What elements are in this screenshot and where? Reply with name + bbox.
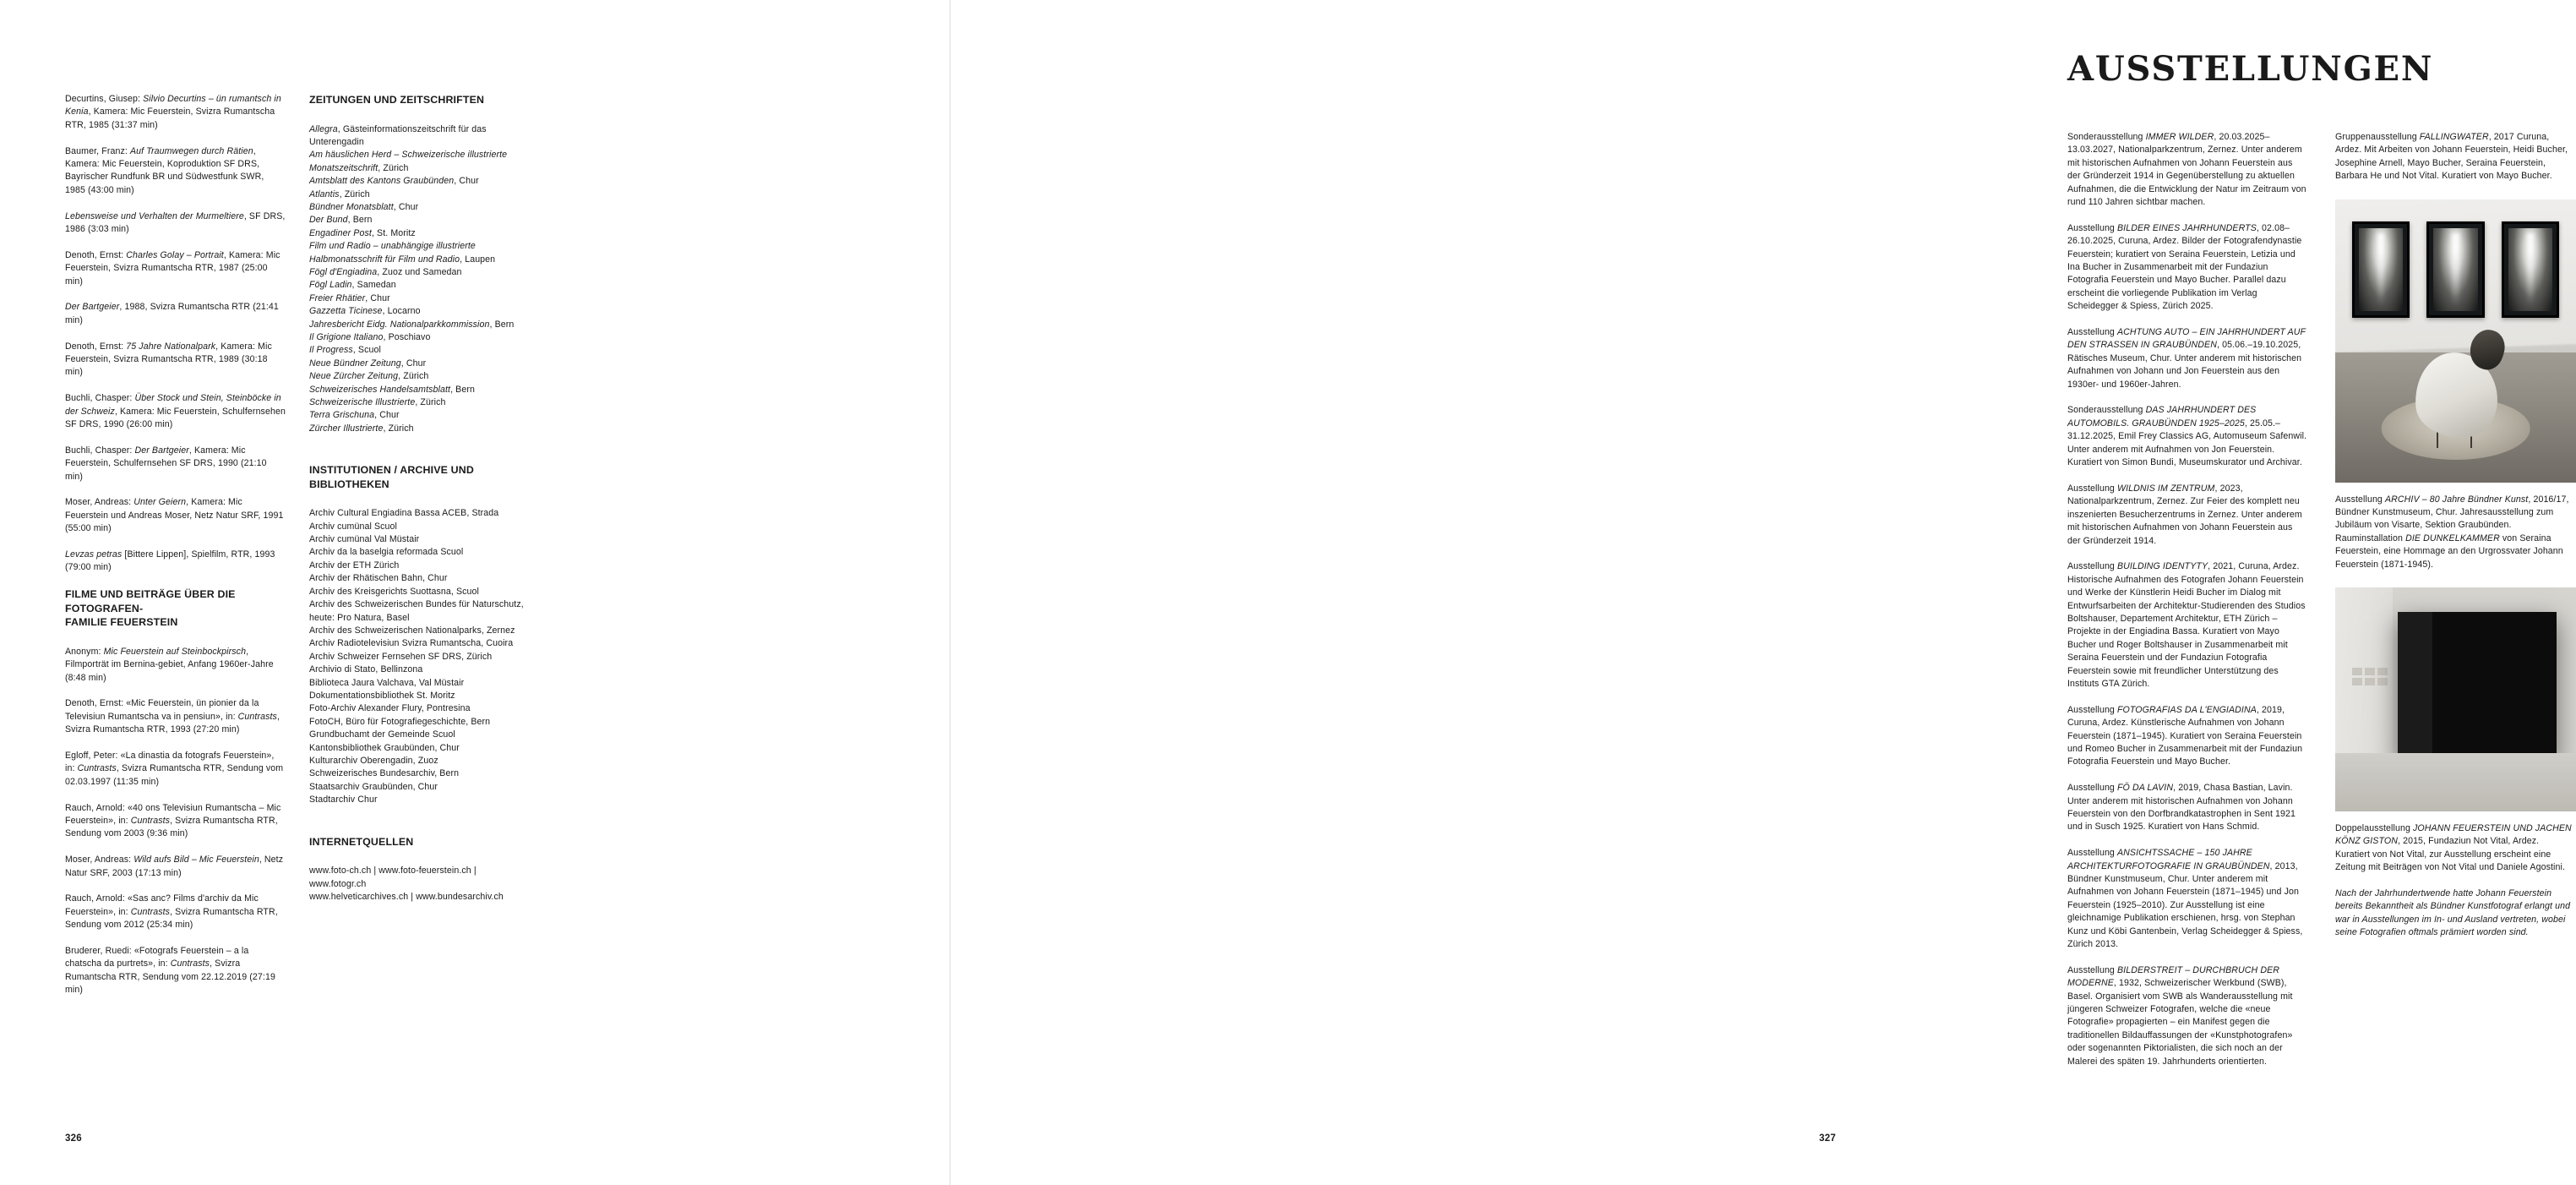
filmography-entry: Levzas petras [Bittere Lippen], Spielfilm, RTR, 1993 (79:00 min) bbox=[65, 549, 275, 573]
exhibition-entry: Ausstellung BILDERSTREIT – DURCHBRUCH DER MODERNE, 1932, Schweizerischer Werkbund (SWB), Basel. Organisiert vom SWB als Wanderausstellung mit jüngeren Schweizer Fotografen, welche die «neue Fotografie» propagierten – ein Manifest gegen die traditionellen Bildauffassungen der «Kunstphotografen» oder sogenannten Piktorialisten, die sich noch an der Malerei des späten 19. Jahrhunderts orientierten. bbox=[2067, 964, 2293, 1067]
exhibitions-list bbox=[2067, 131, 2308, 1068]
newspaper-entry: Am häuslichen Herd – Schweizerische illustrierte Monatszeitschrift, Zürich bbox=[309, 150, 508, 173]
framed-photo-left bbox=[2352, 221, 2410, 318]
institution-entry: Dokumentationsbibliothek St. Moritz bbox=[309, 690, 455, 701]
exhibition-triptych-photo bbox=[2335, 199, 2576, 483]
newspaper-entry: Film und Radio – unabhängige illustrierte Halbmonatsschrift für Film und Radio, Laupen bbox=[309, 241, 496, 265]
newspaper-entry: Schweizerische Illustrierte, Zürich bbox=[309, 397, 446, 408]
internet-source-entry: www.foto-ch.ch | www.foto-feuerstein.ch | www.fotogr.ch bbox=[309, 866, 477, 889]
institutions-archives-list bbox=[309, 507, 531, 806]
wall-photo-grid bbox=[2352, 668, 2388, 685]
closing-note: Nach der Jahrhundertwende hatte Johann Feuerstein bereits Bekanntheit als Bündner Kunstfotograf erlangt und war in Ausstellungen im In- und Ausland vertreten, wobei seine Fotografien oftmals prämiert worden sind. bbox=[2335, 888, 2571, 938]
left-column-two bbox=[309, 93, 531, 904]
institution-entry: Biblioteca Jaura Valchava, Val Müstair bbox=[309, 677, 465, 688]
exhibition-entry: Ausstellung FÖ DA LAVIN, 2019, Chasa Bastian, Lavin. Unter anderem mit historischen Aufnahmen von Johann Feuerstein von den Dorfbrandkatastrophen in Sent 1921 und in Susch 1925. Kuratiert von Hans Schmid. bbox=[2067, 783, 2296, 833]
institution-entry: Kulturarchiv Oberengadin, Zuoz bbox=[309, 755, 438, 766]
filmography-entry: Lebensweise und Verhalten der Murmeltiere, SF DRS, 1986 (3:03 min) bbox=[65, 210, 286, 235]
newspaper-entry: Jahresbericht Eidg. Nationalparkkommission, Bern bbox=[309, 319, 515, 330]
exhibition-entry: Ausstellung BILDER EINES JAHRHUNDERTS, 02.08–26.10.2025, Curuna, Ardez. Bilder der Fotografendynastie Feuerstein; kuratiert von Seraina Feuerstein, Letizia und Ina Bucher in Zusammenarbeit mit der Fundaziun Fotografia Feuerstein und Mayo Bucher. Parallel dazu erscheint die vorliegende Publikation im Verlag Scheidegger & Spiess, Zürich 2025. bbox=[2067, 222, 2302, 312]
framed-photo-left-image bbox=[2359, 228, 2403, 311]
institution-entry: Archiv cumünal Scuol bbox=[309, 521, 397, 532]
grid-cell bbox=[2352, 668, 2362, 675]
section-heading-zeitungen: ZEITUNGEN UND ZEITSCHRIFTEN bbox=[309, 94, 485, 106]
black-cube bbox=[2398, 612, 2557, 760]
newspaper-entry: Der Bund, Bern bbox=[309, 215, 373, 226]
film-about-family-entry: Denoth, Ernst: «Mic Feuerstein, ün pionier da la Televisiun Rumantscha va in pensiun», in: Cuntrasts, Svizra Rumantscha RTR, 1993 (27:20 min) bbox=[65, 698, 280, 735]
exhibition-entry: Ausstellung ANSICHTSSACHE – 150 JAHRE ARCHITEKTURFOTOGRAFIE IN GRAUBÜNDEN, 2013, Bündner Kunstmuseum, Chur. Unter anderem mit Aufnahmen von Johann Feuerstein (1871–1945) und Jon Feuerstein (1925–2010). Zur Ausstellung ist eine gleichnamige Publikation erschienen, hrsg. von Stephan Kunz und Köbi Gantenbein, Verlag Scheidegger & Spiess, Zürich 2013. bbox=[2067, 848, 2303, 950]
installation-room bbox=[2335, 587, 2576, 811]
grid-cell bbox=[2352, 678, 2362, 685]
exhibition-entry: Ausstellung WILDNIS IM ZENTRUM, 2023, Nationalparkzentrum, Zernez. Zur Feier des komplett neu inszenierten Besucherzentrums in Zernez. Unter anderem mit historischen Aufnahmen von Johann Feuerstein aus der Gründerzeit 1914. bbox=[2067, 483, 2302, 546]
framed-photo-center-image bbox=[2433, 228, 2477, 311]
exhibition-entry: Sonderausstellung IMMER WILDER, 20.03.2025–13.03.2027, Nationalparkzentrum, Zernez. Unter anderem mit historischen Aufnahmen von Johann Feuerstein aus der Gründerzeit 1914 in Gegenüberstellung zu aktuellen Aufnahmen, die die Entwicklung der Natur im Zeitraum von rund 110 Jahren sichtbar machen. bbox=[2067, 132, 2306, 208]
section-heading-internetquellen: INTERNETQUELLEN bbox=[309, 835, 414, 848]
institution-entry: Archiv Radiotelevisiun Svizra Rumantscha, Cuoira bbox=[309, 638, 514, 649]
room-floor bbox=[2335, 753, 2576, 811]
newspaper-entry: Amtsblatt des Kantons Graubünden, Chur bbox=[309, 176, 479, 187]
institution-entry: Archiv der Rhätischen Bahn, Chur bbox=[309, 573, 448, 584]
institution-entry: Kantonsbibliothek Graubünden, Chur bbox=[309, 742, 460, 753]
newspaper-entry: Allegra, Gästeinformationszeitschrift für das Unterengadin bbox=[309, 123, 487, 147]
institution-entry: FotoCH, Büro für Fotografiegeschichte, Bern bbox=[309, 716, 491, 727]
film-about-family-entry: Anonym: Mic Feuerstein auf Steinbockpirsch, Filmporträt im Bernina-gebiet, Anfang 1960er-Jahre (8:48 min) bbox=[65, 646, 274, 683]
filmography-entry: Baumer, Franz: Auf Traumwegen durch Rätien, Kamera: Mic Feuerstein, Koproduktion SF DRS, Bayrischer Rundfunk BR und Südwestfunk SWR, 1985 (43:00 min) bbox=[65, 145, 264, 195]
newspaper-entry: Fögl Ladin, Samedan bbox=[309, 280, 396, 291]
institution-entry: Archiv der ETH Zürich bbox=[309, 560, 400, 571]
left-page bbox=[0, 0, 950, 1185]
page-number-left: 326 bbox=[65, 1133, 82, 1144]
newspaper-entry: Terra Grischuna, Chur bbox=[309, 410, 400, 421]
grid-cell bbox=[2365, 668, 2375, 675]
internet-sources-list bbox=[309, 865, 531, 904]
exhibition-entry: Sonderausstellung DAS JAHRHUNDERT DES AUTOMOBILS. GRAUBÜNDEN 1925–2025, 25.05.–31.12.2025, Emil Frey Classics AG, Automuseum Safenwil. Unter anderem mit Aufnahmen von Jon Feuerstein. Kuratiert von Simon Bundi, Museumskurator und Archivar. bbox=[2067, 405, 2307, 468]
page-number-right: 327 bbox=[1819, 1133, 1836, 1144]
exhibition-fallingwater-entry: Gruppenausstellung FALLINGWATER, 2017 Curuna, Ardez. Mit Arbeiten von Johann Feuerstein, Heidi Bucher, Josephine Arnell, Mayo Bucher, Seraina Feuerstein, Barbara He und Not Vital. Kuratiert von Mayo Bucher. bbox=[2335, 132, 2568, 182]
institution-entry: Archivio di Stato, Bellinzona bbox=[309, 664, 423, 675]
exhibition-archiv-caption: Ausstellung ARCHIV – 80 Jahre Bündner Kunst, 2016/17, Bündner Kunstmuseum, Chur. Jahresausstellung zum Jubiläum von Visarte, Sektion Graubünden. Rauminstallation DIE DUNKELKAMMER von Seraina Feuerstein, eine Hommage an den Urgrossvater Johann Feuerstein (1871-1945). bbox=[2335, 494, 2569, 570]
newspaper-entry: Gazzetta Ticinese, Locarno bbox=[309, 306, 421, 317]
waterfall-streak bbox=[2377, 233, 2384, 306]
filmography-entry: Buchli, Chasper: Über Stock und Stein, Steinböcke in der Schweiz, Kamera: Mic Feuerstein, Schulfernsehen SF DRS, 1990 (26:00 min) bbox=[65, 393, 286, 430]
institution-entry: Schweizerisches Bundesarchiv, Bern bbox=[309, 768, 460, 779]
institution-entry: Grundbuchamt der Gemeinde Scuol bbox=[309, 729, 455, 740]
institution-entry: Foto-Archiv Alexander Flury, Pontresina bbox=[309, 703, 471, 714]
right-column-one bbox=[2067, 131, 2308, 1082]
left-column-one bbox=[65, 93, 286, 1010]
newspaper-entry: Bündner Monatsblatt, Chur bbox=[309, 201, 419, 212]
filmography-entry: Decurtins, Giusep: Silvio Decurtins – ün rumantsch in Kenia, Kamera: Mic Feuerstein, Svizra Rumantscha RTR, 1985 (31:37 min) bbox=[65, 94, 281, 130]
filmography-entry: Denoth, Ernst: 75 Jahre Nationalpark, Kamera: Mic Feuerstein, Svizra Rumantscha RTR, 1989 (30:18 min) bbox=[65, 341, 272, 378]
filmography-entry: Der Bartgeier, 1988, Svizra Rumantscha RTR (21:41 min) bbox=[65, 302, 279, 325]
framed-photo-center bbox=[2426, 221, 2484, 318]
film-about-family-entry: Egloff, Peter: «La dinastia da fotografs Feuerstein», in: Cuntrasts, Svizra Rumantscha RTR, Sendung vom 02.03.1997 (11:35 min) bbox=[65, 751, 284, 787]
framed-photo-right bbox=[2502, 221, 2559, 318]
institution-entry: Archiv da la baselgia reformada Scuol bbox=[309, 547, 464, 558]
film-about-family-entry: Rauch, Arnold: «40 ons Televisiun Rumantscha – Mic Feuerstein», in: Cuntrasts, Svizra Rumantscha RTR, Sendung vom 2003 (9:36 min) bbox=[65, 802, 281, 839]
framed-photo-right-image bbox=[2508, 228, 2552, 311]
newspaper-entry: Fögl d'Engiadina, Zuoz und Samedan bbox=[309, 266, 462, 277]
filmography-entry: Denoth, Ernst: Charles Golay – Portrait, Kamera: Mic Feuerstein, Svizra Rumantscha RTR, 1987 (25:00 min) bbox=[65, 249, 280, 287]
films-about-family-list bbox=[65, 646, 286, 997]
waterfall-streak bbox=[2452, 233, 2459, 306]
dark-chamber-installation-photo bbox=[2335, 587, 2576, 811]
exhibition-entry: Ausstellung ACHTUNG AUTO – EIN JAHRHUNDERT AUF DEN STRASSEN IN GRAUBÜNDEN, 05.06.–19.10.2025, Rätisches Museum, Chur. Unter anderem mit historischen Aufnahmen von Johann und Jon Feuerstein aus den 1930er- und 1960er-Jahren. bbox=[2067, 327, 2306, 390]
institution-entry: Archiv des Schweizerischen Bundes für Naturschutz, heute: Pro Natura, Basel bbox=[309, 599, 524, 623]
filmography-entry: Buchli, Chasper: Der Bartgeier, Kamera: Mic Feuerstein, Schulfernsehen SF DRS, 1990 (21:10 min) bbox=[65, 445, 267, 482]
film-about-family-entry: Bruderer, Ruedi: «Fotografs Feuerstein – a la chatscha da purtrets», in: Cuntrasts, Svizra Rumantscha RTR, Sendung vom 22.12.2019 (27:19 min) bbox=[65, 946, 275, 996]
filmography-list bbox=[65, 93, 286, 575]
grid-cell bbox=[2377, 678, 2388, 685]
section-heading-filme-beitraege: FILME UND BEITRÄGE ÜBER DIE FOTOGRAFEN- FAMILIE FEUERSTEIN bbox=[65, 588, 236, 629]
institution-entry: Archiv Schweizer Fernsehen SF DRS, Zürich bbox=[309, 651, 493, 662]
internet-source-entry: www.helveticarchives.ch | www.bundesarchiv.ch bbox=[309, 891, 504, 902]
newspaper-entry: Freier Rhätier, Chur bbox=[309, 292, 390, 303]
institution-entry: Archiv Cultural Engiadina Bassa ACEB, Strada bbox=[309, 508, 499, 519]
institution-entry: Staatsarchiv Graubünden, Chur bbox=[309, 781, 438, 792]
exhibition-entry: Ausstellung BUILDING IDENTYTY, 2021, Curuna, Ardez. Historische Aufnahmen des Fotografen Johann Feuerstein und Werke der Künstlerin Heidi Bucher im Dialog mit Entwurfsarbeiten der Architektur-Studierenden des Studios Boltshauser, Departement Architektur, ETH Zürich – Projekte in der Engiadina Bassa. Kuratiert von Mayo Bucher und Roger Boltshauser in Zusammenarbeit mit Seraina Feuerstein und der Fundaziun Fotografia Feuerstein sowie mit freundlicher Unterstützung des Instituts GTA Zürich. bbox=[2067, 561, 2306, 689]
exhibition-entry: Ausstellung FOTOGRAFIAS DA L'ENGIADINA, 2019, Curuna, Ardez. Künstlerische Aufnahmen von Johann Feuerstein (1871–1945). Kuratiert von Seraina Feuerstein und Romeo Bucher in Zusammenarbeit mit der Fundaziun Fotografia Feuerstein und Mayo Bucher. bbox=[2067, 704, 2303, 767]
newspapers-journals-list bbox=[309, 123, 531, 436]
grid-cell bbox=[2365, 678, 2375, 685]
exhibition-doppelausstellung-caption: Doppelausstellung JOHANN FEUERSTEIN UND JACHEN KÖNZ GISTON, 2015, Fundaziun Not Vital, Ardez. Kuratiert von Not Vital, zur Ausstellung erscheint eine Zeitung mit Beiträgen von Not Vital und Daniele Agostini. bbox=[2335, 823, 2572, 873]
film-about-family-entry: Rauch, Arnold: «Sas anc? Films d'archiv da Mic Feuerstein», in: Cuntrasts, Svizra Rumantscha RTR, Sendung vom 2012 (25:34 min) bbox=[65, 893, 278, 931]
film-about-family-entry: Moser, Andreas: Wild aufs Bild – Mic Feuerstein, Netz Natur SRF, 2003 (17:13 min) bbox=[65, 855, 284, 878]
newspaper-entry: Neue Bündner Zeitung, Chur bbox=[309, 358, 427, 369]
section-heading-institutionen: INSTITUTIONEN / ARCHIVE UND BIBLIOTHEKEN bbox=[309, 464, 474, 490]
institution-entry: Archiv cumünal Val Müstair bbox=[309, 534, 420, 545]
page-title: AUSSTELLUNGEN bbox=[2067, 49, 2434, 89]
newspaper-entry: Engadiner Post, St. Moritz bbox=[309, 227, 416, 238]
institution-entry: Stadtarchiv Chur bbox=[309, 795, 378, 805]
newspaper-entry: Zürcher Illustrierte, Zürich bbox=[309, 423, 414, 434]
right-column-two bbox=[2335, 131, 2576, 953]
newspaper-entry: Atlantis, Zürich bbox=[309, 188, 370, 199]
newspaper-entry: Il Grigione Italiano, Poschiavo bbox=[309, 332, 431, 342]
institution-entry: Archiv des Kreisgerichts Suottasna, Scuol bbox=[309, 586, 480, 597]
waterfall-streak bbox=[2527, 233, 2534, 306]
newspaper-entry: Schweizerisches Handelsamtsblatt, Bern bbox=[309, 384, 475, 395]
institution-entry: Archiv des Schweizerischen Nationalparks, Zernez bbox=[309, 625, 515, 636]
newspaper-entry: Neue Zürcher Zeitung, Zürich bbox=[309, 371, 429, 382]
grid-cell bbox=[2377, 668, 2388, 675]
right-page bbox=[950, 0, 2572, 1185]
newspaper-entry: Il Progress, Scuol bbox=[309, 345, 381, 356]
filmography-entry: Moser, Andreas: Unter Geiern, Kamera: Mic Feuerstein und Andreas Moser, Netz Natur SRF, 1991 (55:00 min) bbox=[65, 497, 284, 534]
